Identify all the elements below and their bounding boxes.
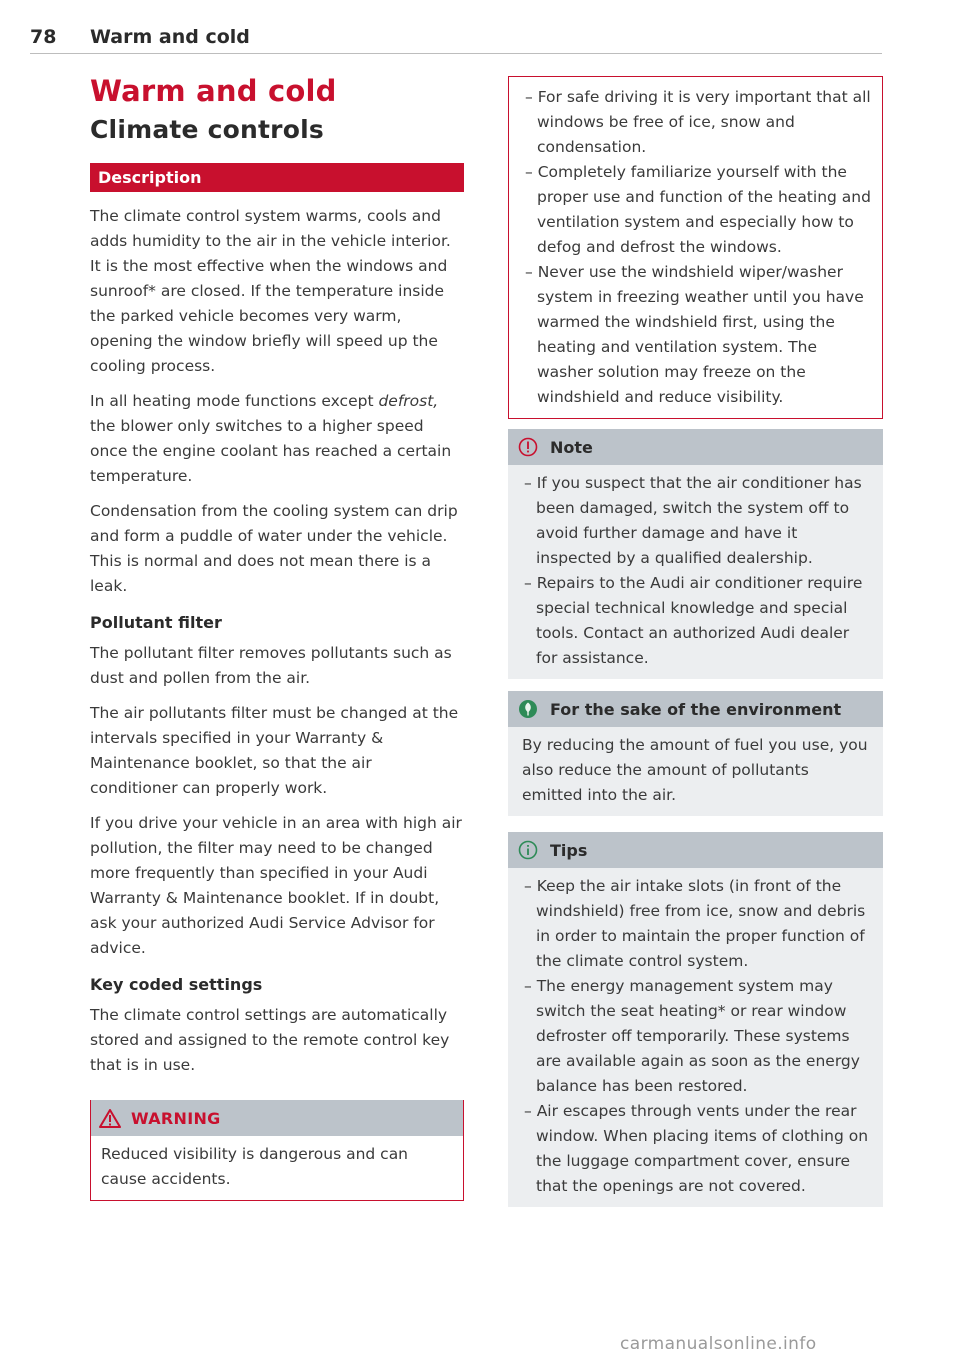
list-item: – The energy management system may switch the seat heating* or rear window defroster off temporarily. These systems are available again as soon as the energy balance has been restored.	[508, 974, 873, 1099]
note-header	[508, 429, 883, 465]
list-item: – If you suspect that the air conditioner has been damaged, switch the system off to avoid further damage and have it inspected by a qualified dealership.	[508, 471, 873, 571]
paragraph-key-coded: The climate control settings are automatically stored and assigned to the remote control key that is in use.	[90, 1006, 450, 1074]
list-item: – Completely familiarize yourself with the proper use and function of the heating and ventilation system and especially how to defog and defrost the windows.	[509, 160, 872, 260]
paragraph-pollutant-3: If you drive your vehicle in an area with high air pollution, the filter may need to be changed more frequently than specified in your Audi Warranty & Maintenance booklet. If in doubt, ask your authorized Audi Service Advisor for advice.	[90, 814, 462, 957]
paragraph-pollutant-1: The pollutant filter removes pollutants such as dust and pollen from the air.	[90, 644, 452, 687]
environment-label: For the sake of the environment	[550, 699, 842, 719]
chapter-title: Warm and cold	[90, 74, 337, 108]
key-coded-heading: Key coded settings	[90, 975, 263, 994]
note-box	[508, 429, 883, 679]
paragraph-condensation: Condensation from the cooling system can drip and form a puddle of water under the vehicle. This is normal and does not mean there is a leak.	[90, 502, 458, 595]
list-item: – Air escapes through vents under the rear window. When placing items of clothing on the luggage compartment cover, ensure that the openings are not covered.	[508, 1099, 873, 1199]
list-item: – Keep the air intake slots (in front of the windshield) free from ice, snow and debris in order to maintain the proper function of the climate control system.	[508, 874, 873, 974]
running-title: Warm and cold	[90, 26, 250, 48]
environment-header	[508, 691, 883, 727]
paragraph-heating	[90, 389, 464, 489]
tips-label: Tips	[550, 840, 588, 860]
page-header	[30, 26, 882, 54]
list-item: – Repairs to the Audi air conditioner require special technical knowledge and special tools. Contact an authorized Audi dealer for assistance.	[508, 571, 873, 671]
description-heading: Description	[90, 163, 464, 192]
paragraph-pollutant-2: The air pollutants filter must be changed at the intervals specified in your Warranty & Maintenance booklet, so that the air conditioner can properly work.	[90, 704, 459, 797]
right-column	[508, 74, 883, 1207]
warning-triangle-icon	[99, 1108, 121, 1128]
warning-header	[91, 1100, 463, 1136]
warning-list	[509, 85, 872, 410]
section-title: Climate controls	[90, 115, 324, 144]
defrost-term: defrost,	[378, 392, 439, 410]
environment-icon	[518, 699, 538, 719]
list-item: – Never use the windshield wiper/washer system in freezing weather until you have warmed the windshield first, using the heating and ventilation system. The washer solution may freeze on the windshield and reduce visibility.	[509, 260, 872, 410]
heating-rest: the blower only switches to a higher speed once the engine coolant has reached a certain temperature.	[90, 417, 452, 485]
note-label: Note	[550, 437, 593, 457]
paragraph-description: The climate control system warms, cools and adds humidity to the air in the vehicle interior. It is the most effective when the windows and sunroof* are closed. If the temperature inside the parked vehicle becomes very warm, opening the window briefly will speed up the cooling process.	[90, 207, 451, 375]
pollutant-filter-heading: Pollutant filter	[90, 613, 222, 632]
watermark: carmanualsonline.info	[620, 1334, 817, 1354]
warning-text: Reduced visibility is dangerous and can cause accidents.	[101, 1145, 409, 1188]
heating-intro: In all heating mode functions except	[90, 392, 379, 410]
warning-box	[90, 1100, 464, 1201]
tips-box	[508, 832, 883, 1207]
list-item: – For safe driving it is very important that all windows be free of ice, snow and condensation.	[509, 85, 872, 160]
info-icon	[518, 840, 538, 860]
tips-list	[508, 874, 873, 1199]
note-list	[508, 471, 873, 671]
note-exclamation-icon	[518, 437, 538, 457]
left-column	[90, 74, 464, 1201]
warning-continued-box	[508, 76, 883, 419]
page-number: 78	[30, 26, 57, 48]
environment-box	[508, 691, 883, 816]
tips-header	[508, 832, 883, 868]
environment-text: By reducing the amount of fuel you use, you also reduce the amount of pollutants emitted into the air.	[522, 736, 868, 804]
note-body	[508, 465, 883, 679]
tips-body	[508, 868, 883, 1207]
warning-label: WARNING	[131, 1108, 221, 1128]
